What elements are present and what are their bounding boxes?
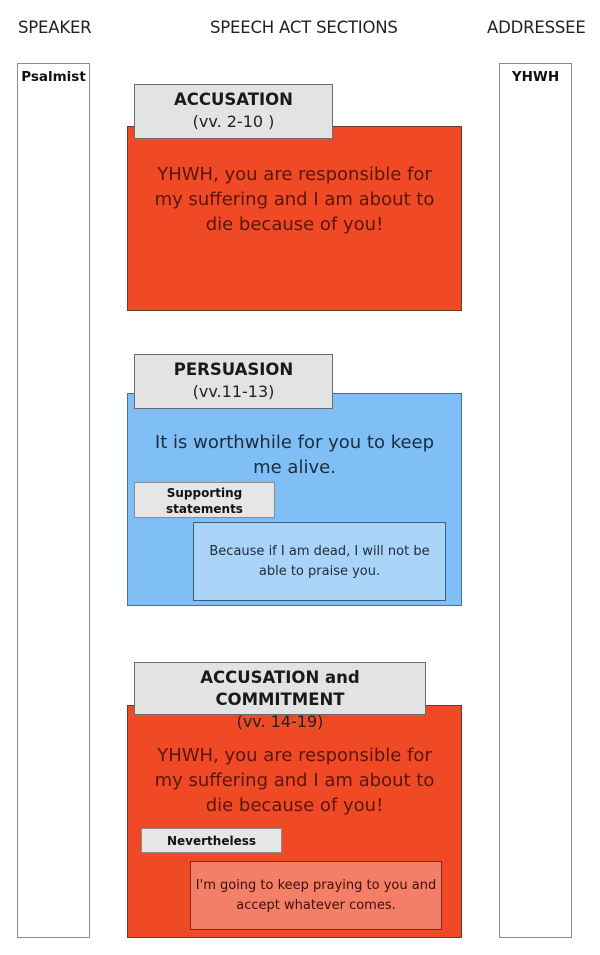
section-title-persuasion (134, 354, 333, 409)
section-title: ACCUSATION and COMMITMENT (200, 668, 360, 709)
section-statement: It is worthwhile for you to keep me alive. (154, 432, 435, 478)
section-title-accusation (134, 84, 333, 139)
addressee-label: YHWH (511, 69, 560, 85)
speaker-lane (17, 63, 90, 938)
section-accusation (127, 126, 462, 311)
section-statement: YHWH, you are responsible for my suffering and I am about to die because of you! (154, 164, 435, 235)
section-verses: (vv. 14-19) (236, 712, 324, 731)
addressee-lane (499, 63, 572, 938)
section-title-accusation-commitment (134, 662, 426, 731)
speech-act-sections-header: SPEECH ACT SECTIONS (210, 18, 398, 37)
addressee-header: ADDRESSEE (487, 18, 586, 37)
section-verses: (vv. 2-10 ) (192, 112, 275, 131)
section-persuasion (127, 393, 462, 606)
section-verses: (vv.11-13) (192, 382, 275, 401)
supporting-statements-tag: Supporting statements (134, 482, 275, 518)
speaker-label: Psalmist (21, 69, 86, 85)
section-accusation-commitment (127, 705, 462, 938)
nevertheless-tag: Nevertheless (141, 828, 282, 853)
commitment-detail: I'm going to keep praying to you and accept whatever comes. (190, 861, 442, 930)
speaker-header: SPEAKER (18, 18, 92, 37)
supporting-statement-detail: Because if I am dead, I will not be able to praise you. (193, 522, 446, 601)
section-title: PERSUASION (173, 360, 294, 379)
section-title: ACCUSATION (174, 90, 293, 109)
section-statement: YHWH, you are responsible for my suffering and I am about to die because of you! (154, 745, 435, 816)
